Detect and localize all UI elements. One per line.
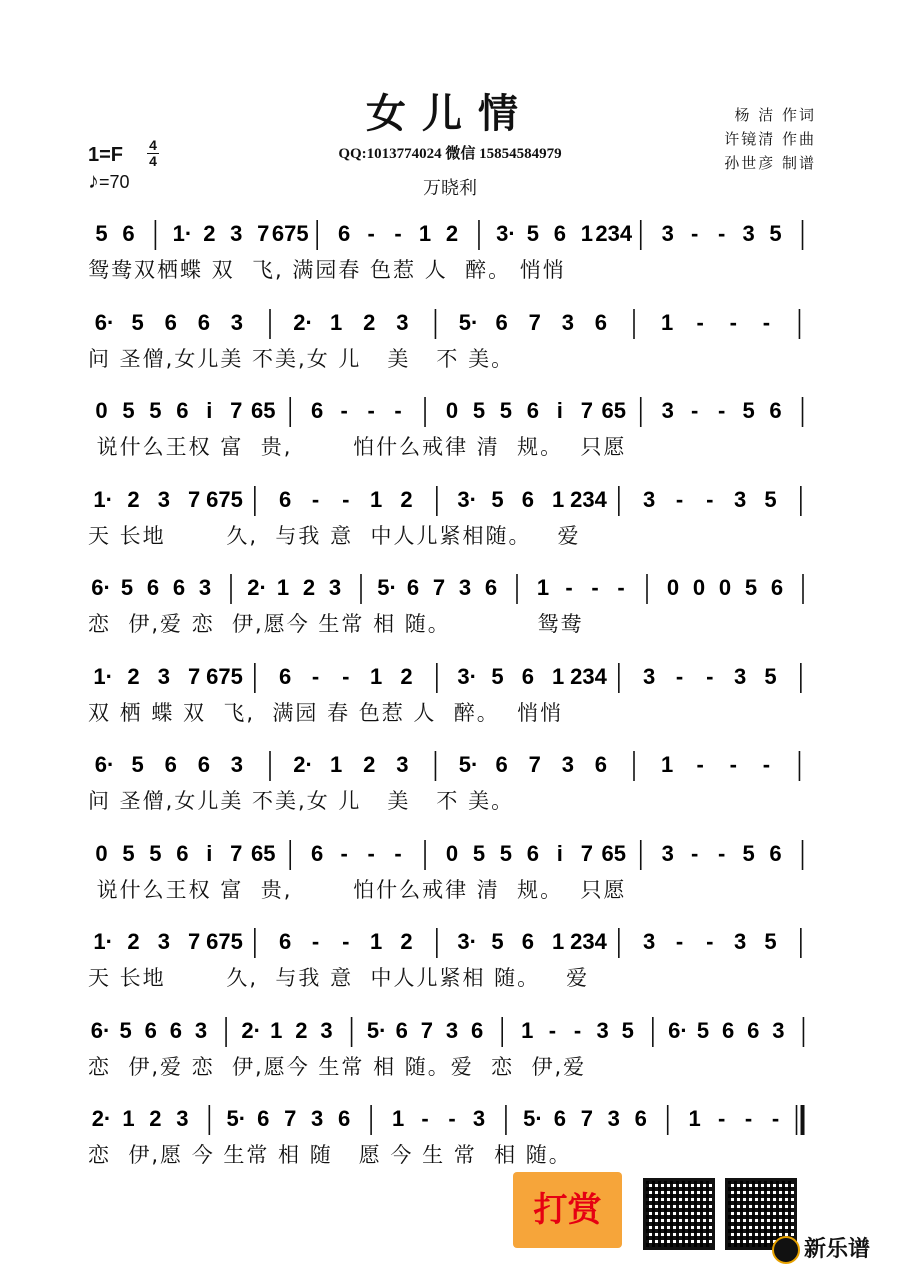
note: 3 xyxy=(458,575,472,600)
note: - xyxy=(311,486,320,512)
notes-row xyxy=(88,745,816,785)
note: 1 xyxy=(660,752,674,777)
lyrics-row: 鸳鸯双栖蝶 双 飞, 满园春 色惹 人 醉。 悄悄 xyxy=(88,258,566,282)
note: - xyxy=(691,398,699,423)
note: 1 xyxy=(270,1017,283,1043)
note: 6 xyxy=(395,1017,408,1043)
note: - xyxy=(762,309,771,335)
note: 6 xyxy=(122,221,135,246)
note: 6 xyxy=(169,1017,182,1043)
note: i xyxy=(556,840,563,866)
note: 2· xyxy=(91,1106,112,1131)
note: 3 xyxy=(320,1017,333,1043)
note: 6 xyxy=(257,1106,270,1131)
note: 6 xyxy=(553,221,566,246)
note: 675 xyxy=(271,221,309,246)
score-line xyxy=(88,1099,816,1173)
note: 5· xyxy=(523,1106,543,1131)
note: 6 xyxy=(521,929,534,954)
score-line xyxy=(88,303,816,377)
notes-row xyxy=(88,480,816,520)
note: 2 xyxy=(203,221,216,246)
note: 6 xyxy=(406,575,420,600)
note: 6 xyxy=(311,840,324,866)
note: - xyxy=(591,575,599,600)
note: 5 xyxy=(526,221,540,246)
note: 0 xyxy=(692,575,706,600)
note: 3· xyxy=(457,929,477,954)
note: 2 xyxy=(445,221,459,246)
note: 6 xyxy=(722,1017,735,1043)
notes-row xyxy=(88,391,816,431)
note: 675 xyxy=(206,663,243,689)
note: 675 xyxy=(206,486,243,512)
lyricist-credit: 杨 洁 作词 xyxy=(734,106,816,124)
note: 2 xyxy=(127,486,140,512)
note: 6 xyxy=(470,1017,484,1043)
notes-row xyxy=(88,568,816,608)
time-signature-top: 4 xyxy=(149,137,157,153)
lyrics-row: 恋 伊,爱 恋 伊,愿今 生常 相 随。 鸳鸯 xyxy=(88,612,584,636)
lyrics-row: 说什么王权 富 贵, 怕什么戒律 清 规。 只愿 xyxy=(88,877,627,902)
note: 7 xyxy=(580,398,593,423)
note: 65 xyxy=(251,840,276,866)
note: 3· xyxy=(457,663,477,689)
note: 2 xyxy=(400,929,413,954)
note: - xyxy=(744,1106,753,1131)
notes-row xyxy=(88,1011,816,1051)
note: 2 xyxy=(295,1017,308,1043)
note: 5 xyxy=(764,486,777,512)
note: 2 xyxy=(127,929,140,954)
note: 2 xyxy=(302,575,316,600)
note: - xyxy=(367,398,375,423)
eighth-note-icon: ♪ xyxy=(88,168,99,193)
note: 1 xyxy=(330,752,343,777)
note: 0 xyxy=(95,840,108,866)
note: 2· xyxy=(293,752,313,777)
note: 7 xyxy=(580,840,593,866)
note: 5 xyxy=(149,840,162,866)
note: 65 xyxy=(601,840,627,866)
note: 234 xyxy=(570,663,607,689)
note: 234 xyxy=(570,486,607,512)
note: 7 xyxy=(257,221,270,246)
note: 6 xyxy=(164,309,177,335)
score-line xyxy=(88,657,816,731)
note: 6 xyxy=(495,309,508,335)
note: 2· xyxy=(293,309,313,335)
note: 65 xyxy=(601,398,627,423)
note: - xyxy=(340,398,348,423)
note: 6 xyxy=(197,752,210,777)
note: 3 xyxy=(643,929,656,954)
lyrics-row: 双 栖 蝶 双 飞, 满园 春 色惹 人 醉。 悄悄 xyxy=(88,700,564,725)
note: - xyxy=(729,752,737,777)
note: i xyxy=(206,398,213,423)
note: - xyxy=(311,929,320,954)
score-line xyxy=(88,745,816,819)
score-line xyxy=(88,480,816,554)
note: 5 xyxy=(491,663,504,689)
note: - xyxy=(691,221,699,246)
key-signature: 1=F xyxy=(88,144,124,166)
tempo-marking xyxy=(88,168,130,194)
note: 7 xyxy=(420,1017,434,1043)
score-line xyxy=(88,834,816,908)
note: 1 xyxy=(552,929,565,954)
note: 6 xyxy=(495,752,508,777)
note: - xyxy=(340,840,348,866)
notes-row xyxy=(88,657,816,697)
note: 0 xyxy=(445,840,459,866)
note: 3 xyxy=(561,752,574,777)
note: - xyxy=(565,575,573,600)
logo-text: 新乐谱 xyxy=(804,1237,871,1262)
note: 5 xyxy=(742,398,755,423)
note: 234 xyxy=(570,929,607,954)
note: 0 xyxy=(95,398,108,423)
note: 5 xyxy=(119,1017,132,1043)
note: 5 xyxy=(764,663,777,689)
note: 1 xyxy=(688,1106,701,1131)
note: 6 xyxy=(526,840,540,866)
note: 6 xyxy=(634,1106,647,1131)
score-line xyxy=(88,568,816,642)
note: 6 xyxy=(594,309,608,335)
note: - xyxy=(573,1017,582,1043)
note: 5 xyxy=(742,840,755,866)
note: 7 xyxy=(432,575,446,600)
note: 6 xyxy=(338,1106,351,1131)
note: - xyxy=(771,1106,780,1131)
note: 3 xyxy=(176,1106,189,1131)
song-title: 女儿情 xyxy=(366,91,534,137)
note: 3 xyxy=(643,663,656,689)
note: 5 xyxy=(491,929,504,954)
note: 1 xyxy=(521,1017,534,1043)
note: - xyxy=(717,398,726,423)
note: 3 xyxy=(194,1017,208,1043)
note: 3 xyxy=(445,1017,459,1043)
notes-staff xyxy=(88,568,816,608)
note: 2· xyxy=(241,1017,261,1043)
note: 6 xyxy=(526,398,540,423)
note: 3 xyxy=(230,752,244,777)
note: - xyxy=(448,1106,456,1131)
note: 3 xyxy=(734,663,747,689)
notes-staff xyxy=(88,391,816,431)
note: 7 xyxy=(188,663,201,689)
notes-staff xyxy=(88,657,816,697)
note: - xyxy=(696,752,704,777)
score-line xyxy=(88,391,816,465)
notes-staff xyxy=(88,1011,816,1051)
note: 5 xyxy=(696,1017,710,1043)
note: - xyxy=(675,486,684,512)
notes-row xyxy=(88,303,816,343)
note: 1 xyxy=(418,221,432,246)
note: 5 xyxy=(621,1017,634,1043)
note: 6 xyxy=(176,398,189,423)
note: - xyxy=(617,575,625,600)
note: 1 xyxy=(552,486,565,512)
note: 3 xyxy=(157,663,170,689)
notes-row xyxy=(88,834,816,874)
note: 6· xyxy=(94,309,115,335)
note: 7 xyxy=(230,840,243,866)
note: 3 xyxy=(561,309,574,335)
time-signature-bottom: 4 xyxy=(149,153,157,169)
note: - xyxy=(696,309,704,335)
lyrics-row: 恋 伊,愿 今 生常 相 随 愿 今 生 常 相 随。 xyxy=(88,1143,572,1167)
note: 3 xyxy=(157,929,170,954)
notes-row xyxy=(88,1099,816,1139)
note: 2· xyxy=(247,575,267,600)
note: 5 xyxy=(744,575,758,600)
lyrics-row: 天 长地 久, 与我 意 中人儿紧相 随。 爱 xyxy=(88,966,590,990)
note: - xyxy=(717,1106,726,1131)
note: 3 xyxy=(396,752,409,777)
note: - xyxy=(394,398,402,423)
note: 3 xyxy=(661,840,674,866)
notes-staff xyxy=(88,834,816,874)
note: 1 xyxy=(370,486,383,512)
composer-credit: 许镜清 作曲 xyxy=(724,130,816,148)
note: - xyxy=(394,221,402,246)
note: 6 xyxy=(770,575,784,600)
note: 6 xyxy=(769,840,782,866)
note: - xyxy=(717,840,726,866)
note: 65 xyxy=(251,398,276,423)
note: 5 xyxy=(491,486,504,512)
note: 0 xyxy=(718,575,732,600)
note: 3 xyxy=(596,1017,609,1043)
time-signature xyxy=(147,138,159,169)
note: 5· xyxy=(458,309,479,335)
note: 5· xyxy=(366,1017,387,1043)
note: 6· xyxy=(91,575,111,600)
note: 5 xyxy=(131,752,144,777)
note: 1 xyxy=(370,663,383,689)
note: 6 xyxy=(594,752,608,777)
note: 234 xyxy=(595,221,633,246)
note: 6 xyxy=(279,663,292,689)
note: 3 xyxy=(734,486,747,512)
note: - xyxy=(548,1017,557,1043)
note: 1 xyxy=(552,663,565,689)
note: 3 xyxy=(661,221,674,246)
note: - xyxy=(675,663,684,689)
note: 1 xyxy=(370,929,383,954)
note: 7 xyxy=(528,752,541,777)
note: 6 xyxy=(338,221,351,246)
note: 3 xyxy=(742,221,755,246)
note: 1 xyxy=(276,575,290,600)
note: 3 xyxy=(198,575,212,600)
note: 3 xyxy=(661,398,674,423)
note: 7 xyxy=(528,309,541,335)
note: 6 xyxy=(311,398,324,423)
note: 2 xyxy=(149,1106,162,1131)
note: - xyxy=(706,486,714,512)
score-line xyxy=(88,922,816,996)
note: - xyxy=(342,929,350,954)
note: - xyxy=(342,486,350,512)
note: 1· xyxy=(93,486,113,512)
note: 1 xyxy=(391,1106,405,1131)
note: 5 xyxy=(120,575,134,600)
note: 6 xyxy=(197,309,210,335)
note: i xyxy=(556,398,563,423)
note: 0 xyxy=(445,398,459,423)
lyrics-row: 问 圣僧,女儿美 不美,女 儿 美 不 美。 xyxy=(88,346,515,371)
lyrics-row: 恋 伊,爱 恋 伊,愿今 生常 相 随。爱 恋 伊,爱 xyxy=(88,1054,587,1079)
note: 675 xyxy=(206,929,243,954)
singer-name: 万晓利 xyxy=(423,178,477,199)
note: 5 xyxy=(149,398,162,423)
note: 7 xyxy=(230,398,243,423)
note: 5· xyxy=(458,752,479,777)
note: 2 xyxy=(400,486,413,512)
note: 1 xyxy=(122,1106,135,1131)
score-line xyxy=(88,1011,816,1085)
note: 6 xyxy=(176,840,189,866)
note: 1· xyxy=(93,929,113,954)
note: 3 xyxy=(328,575,342,600)
note: 2 xyxy=(363,752,376,777)
note: 6 xyxy=(553,1106,566,1131)
note: 5 xyxy=(95,221,108,246)
notes-staff xyxy=(88,922,816,962)
note: 6 xyxy=(172,575,186,600)
notes-row xyxy=(88,922,816,962)
note: 2 xyxy=(363,309,376,335)
note: 6 xyxy=(484,575,498,600)
note: 3 xyxy=(734,929,747,954)
note: 3 xyxy=(607,1106,620,1131)
lyrics-row: 天 长地 久, 与我 意 中人儿紧相随。 爱 xyxy=(88,523,581,548)
note: - xyxy=(367,840,375,866)
tempo-value: =70 xyxy=(99,172,130,192)
note: - xyxy=(311,663,320,689)
note: 7 xyxy=(188,486,201,512)
note: 6 xyxy=(521,663,534,689)
note: 5· xyxy=(226,1106,247,1131)
note: 1 xyxy=(536,575,550,600)
note: - xyxy=(367,221,375,246)
note: 2 xyxy=(127,663,140,689)
note: 3 xyxy=(643,486,656,512)
note: 1 xyxy=(330,309,343,335)
note: 3 xyxy=(230,309,244,335)
note: 5 xyxy=(499,398,513,423)
note: 1 xyxy=(580,221,593,246)
note: 5 xyxy=(764,929,777,954)
note: 5 xyxy=(131,309,144,335)
notes-staff xyxy=(88,214,816,254)
note: 2 xyxy=(400,663,413,689)
note: 7 xyxy=(580,1106,593,1131)
note: 3· xyxy=(457,486,477,512)
note: 6 xyxy=(279,486,292,512)
note: 6· xyxy=(668,1017,688,1043)
score-line xyxy=(88,214,816,288)
site-logo xyxy=(772,1232,870,1264)
note: 5 xyxy=(499,840,513,866)
note: 3 xyxy=(472,1106,486,1131)
note: - xyxy=(421,1106,429,1131)
reward-button[interactable]: 打赏 xyxy=(513,1172,622,1248)
lyrics-row: 说什么王权 富 贵, 怕什么戒律 清 规。 只愿 xyxy=(88,435,627,459)
contact-info: QQ:1013774024 微信 15854584979 xyxy=(338,146,562,162)
note: 3 xyxy=(772,1017,785,1043)
note: 5 xyxy=(472,398,486,423)
note: - xyxy=(729,309,737,335)
note: 3 xyxy=(311,1106,324,1131)
note: 3 xyxy=(230,221,243,246)
note: 5 xyxy=(769,221,782,246)
notes-staff xyxy=(88,480,816,520)
note: 6 xyxy=(164,752,177,777)
lyrics-row: 问 圣僧,女儿美 不美,女 儿 美 不 美。 xyxy=(88,789,515,813)
note: - xyxy=(706,929,714,954)
note: - xyxy=(675,929,684,954)
vinyl-disc-icon xyxy=(772,1236,800,1264)
arranger-credit: 孙世彦 制谱 xyxy=(724,154,816,172)
notes-staff xyxy=(88,303,816,343)
notes-staff xyxy=(88,745,816,785)
note: 6 xyxy=(279,929,292,954)
note: 1 xyxy=(660,309,674,335)
note: 6· xyxy=(94,752,115,777)
note: i xyxy=(206,840,213,866)
note: 1· xyxy=(172,221,193,246)
note: - xyxy=(762,752,771,777)
note: 5 xyxy=(122,398,135,423)
note: 3 xyxy=(157,486,170,512)
note: 0 xyxy=(666,575,680,600)
note: 3· xyxy=(496,221,516,246)
note: - xyxy=(706,663,714,689)
notes-row xyxy=(88,214,816,254)
note: 6 xyxy=(747,1017,760,1043)
note: - xyxy=(691,840,699,866)
note: 1· xyxy=(93,663,113,689)
note: 6 xyxy=(521,486,534,512)
note: 3 xyxy=(396,309,409,335)
note: 5 xyxy=(122,840,135,866)
note: 7 xyxy=(188,929,201,954)
note: - xyxy=(717,221,726,246)
note: 6 xyxy=(769,398,782,423)
qr-code-icon xyxy=(643,1178,715,1250)
note: 5 xyxy=(472,840,486,866)
note: 6· xyxy=(90,1017,111,1043)
note: 6 xyxy=(144,1017,157,1043)
notes-staff xyxy=(88,1099,816,1139)
note: - xyxy=(394,840,402,866)
note: 7 xyxy=(284,1106,297,1131)
note: 6 xyxy=(146,575,160,600)
note: 5· xyxy=(377,575,397,600)
note: - xyxy=(342,663,350,689)
